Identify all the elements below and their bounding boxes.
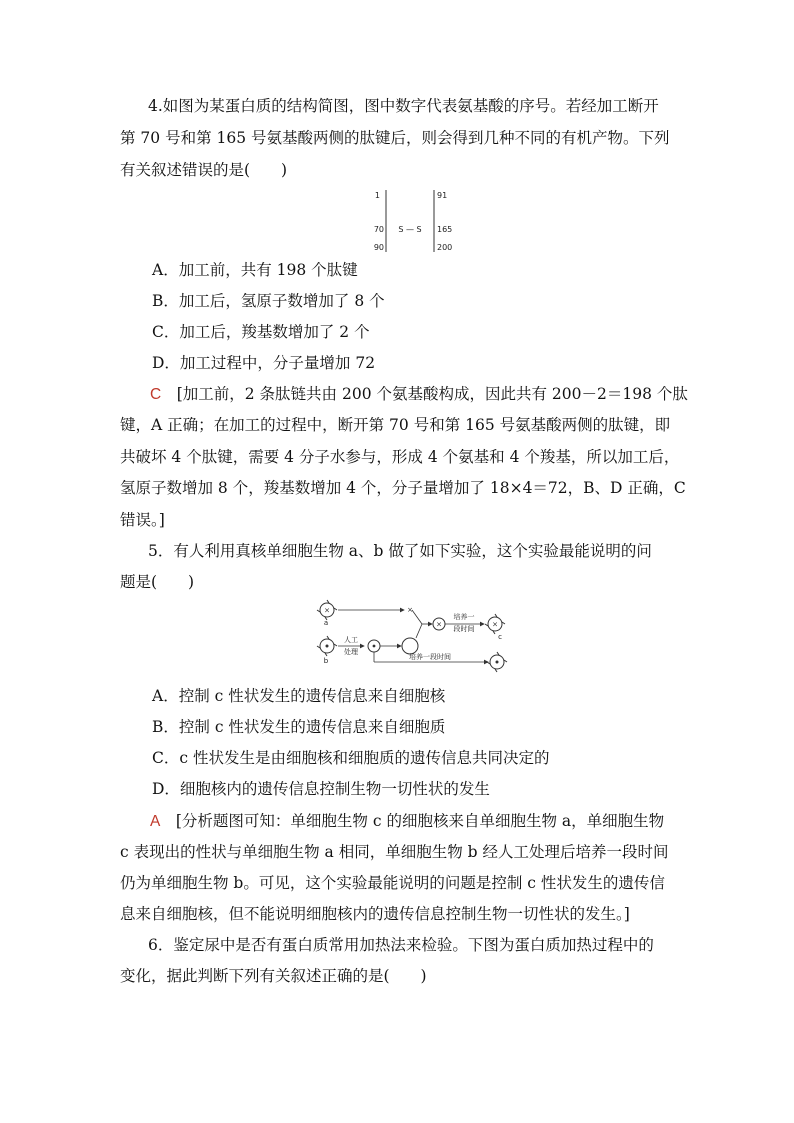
chain2-mid-label: 165 bbox=[437, 225, 453, 234]
q5-answer: A bbox=[150, 813, 161, 830]
disulfide-bond-label: S — S bbox=[398, 225, 422, 234]
cell-experiment-diagram bbox=[312, 598, 518, 674]
q4-stem-line-2: 第 70 号和第 165 号氨基酸两侧的肽键后，则会得到几种不同的有机产物。下列 bbox=[120, 129, 670, 147]
q5-explanation-line-3: 仍为单细胞生物 b。可见，这个实验最能说明的问题是控制 c 性状发生的遗传信 bbox=[120, 874, 665, 892]
q5-explanation-line-2: c 表现出的性状与单细胞生物 a 相同，单细胞生物 b 经人工处理后培养一段时间 bbox=[120, 843, 669, 861]
q5-explanation-line-4: 息来自细胞核，但不能说明细胞核内的遗传信息控制生物一切性状的发生。] bbox=[120, 905, 630, 923]
culture-label-long: 培养一段时间 bbox=[409, 653, 451, 661]
culture-label-bottom: 段时间 bbox=[453, 625, 475, 633]
q5-option-c: C．c 性状发生是由细胞核和细胞质的遗传信息共同决定的 bbox=[152, 749, 550, 767]
cell-b-icon bbox=[317, 636, 337, 656]
cell-c-icon bbox=[485, 614, 505, 634]
q6-stem-line-2: 变化，据此判断下列有关叙述正确的是( ) bbox=[120, 967, 427, 985]
q4-answer: C bbox=[150, 386, 162, 403]
protein-structure-diagram bbox=[360, 186, 470, 254]
cell-c-label: c bbox=[498, 633, 502, 641]
q4-explanation-text-1: [加工前，2 条肽链共由 200 个氨基酸构成，因此共有 200－2＝198 个肽 bbox=[176, 385, 688, 403]
chain2-bot-label: 200 bbox=[437, 243, 453, 252]
q4-explanation-line-5: 错误。] bbox=[120, 511, 165, 529]
chain1-bot-label: 90 bbox=[373, 243, 384, 252]
chain1-top-label: 1 bbox=[374, 191, 380, 200]
q5-stem-line-1: 5．有人利用真核单细胞生物 a、b 做了如下实验，这个实验最能说明的问 bbox=[148, 542, 652, 560]
q4-explanation-line-4: 氢原子数增加 8 个，羧基数增加 4 个，分子量增加了 18×4＝72，B、D 正确，C bbox=[120, 479, 686, 497]
cell-b-result-icon bbox=[487, 652, 507, 672]
svg-text:×: × bbox=[324, 606, 330, 615]
q5-option-d: D．细胞核内的遗传信息控制生物一切性状的发生 bbox=[152, 780, 490, 798]
q5-explanation-text-1: [分析题图可知：单细胞生物 c 的细胞核来自单细胞生物 a，单细胞生物 bbox=[175, 812, 665, 830]
treatment-label-bottom: 处理 bbox=[344, 648, 358, 656]
q4-option-c: C．加工后，羧基数增加了 2 个 bbox=[152, 323, 370, 341]
q4-stem-line-3: 有关叙述错误的是( ) bbox=[120, 161, 288, 179]
cell-a-label: a bbox=[323, 619, 329, 627]
q4-option-b: B．加工后，氢原子数增加了 8 个 bbox=[152, 292, 385, 310]
q6-stem-line-1: 6．鉴定尿中是否有蛋白质常用加热法来检验。下图为蛋白质加热过程中的 bbox=[148, 936, 654, 954]
q4-stem-line-1: 4.如图为某蛋白质的结构简图，图中数字代表氨基酸的序号。若经加工断开 bbox=[148, 97, 659, 115]
svg-text:×: × bbox=[492, 620, 498, 629]
q4-option-d: D．加工过程中，分子量增加 72 bbox=[152, 354, 376, 372]
q4-explanation-line-2: 键，A 正确；在加工的过程中，断开第 70 号和第 165 号氨基酸两侧的肽键，即 bbox=[120, 416, 671, 434]
cell-a-icon bbox=[317, 600, 337, 620]
q5-explanation-line-1 bbox=[150, 811, 664, 832]
q5-option-a: A．控制 c 性状发生的遗传信息来自细胞核 bbox=[152, 687, 446, 705]
q5-stem-line-2: 题是( ) bbox=[120, 573, 195, 591]
svg-text:×: × bbox=[436, 620, 442, 629]
q5-option-b: B．控制 c 性状发生的遗传信息来自细胞质 bbox=[152, 718, 446, 736]
treatment-label-top: 人工 bbox=[344, 636, 358, 644]
enucleated-cell-icon bbox=[402, 638, 418, 654]
chain2-top-label: 91 bbox=[437, 191, 448, 200]
q4-explanation-line-3: 共破坏 4 个肽键，需要 4 分子水参与，形成 4 个氨基和 4 个羧基，所以加工后， bbox=[120, 448, 680, 466]
culture-label-top: 培养一 bbox=[453, 613, 475, 621]
q4-option-a: A．加工前，共有 198 个肽键 bbox=[152, 261, 358, 279]
nucleus-x-mark: × bbox=[407, 606, 413, 614]
q4-explanation-line-1 bbox=[150, 384, 688, 405]
chain1-mid-label: 70 bbox=[373, 225, 384, 234]
cell-b-label: b bbox=[323, 657, 329, 665]
